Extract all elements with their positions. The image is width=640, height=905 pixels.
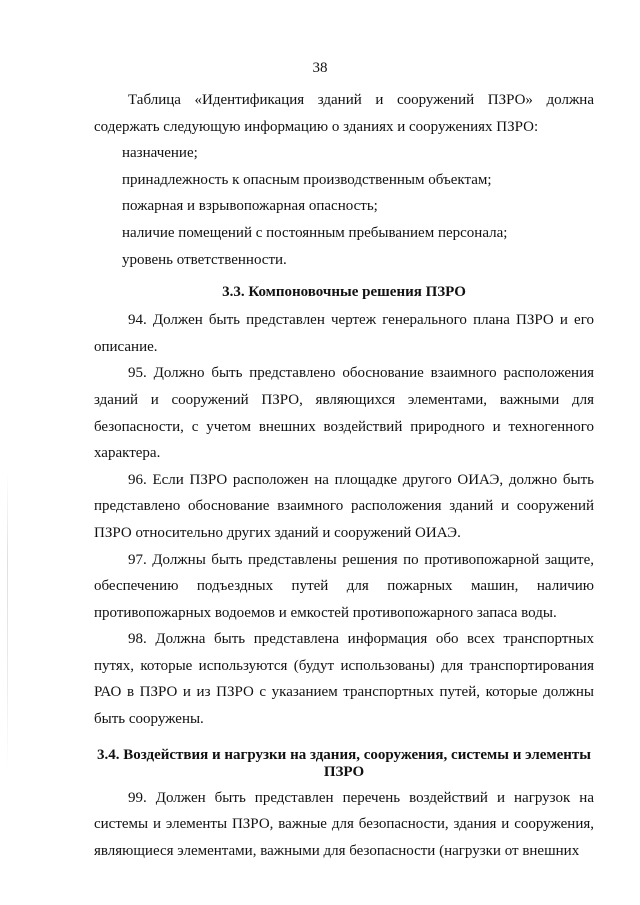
list-item: наличие помещений с постоянным пребыванием персонала; (122, 224, 508, 241)
paragraph-95: 95. Должно быть представлено обоснование взаимного расположения зданий и сооружений ПЗРО, являющихся элементами, важными для безопасности, с учетом внешних воздействий природного и техногенного характера. (94, 365, 594, 462)
paragraph-96: 96. Если ПЗРО расположен на площадке другого ОИАЭ, должно быть представлено обоснование взаимного расположения зданий и сооружений ПЗРО относительно других зданий и сооружений ОИАЭ. (94, 471, 594, 541)
paragraph-98: 98. Должна быть представлена информация обо всех транспортных путях, которые используются (будут использованы) для транспортирования РАО в ПЗРО и из ПЗРО с указанием транспортных путей, которые должны быть сооружены. (94, 631, 594, 728)
list-item: уровень ответственности. (122, 251, 287, 268)
section-heading-3-3: 3.3. Компоновочные решения ПЗРО (222, 284, 466, 301)
paragraph-97: 97. Должны быть представлены решения по противопожарной защите, обеспечению подъездных путей для пожарных машин, наличию противопожарных водоемов и емкостей противопожарного запаса воды. (94, 551, 594, 621)
list-item: пожарная и взрывопожарная опасность; (122, 198, 378, 215)
scan-edge-artifact (7, 470, 8, 770)
paragraph-94: 94. Должен быть представлен чертеж генерального плана ПЗРО и его описание. (94, 312, 594, 355)
paragraph-99: 99. Должен быть представлен перечень воздействий и нагрузок на системы и элементы ПЗРО, важные для безопасности, здания и сооружения, являющиеся элементами, важными для безопасности (нагрузки от внешних (94, 789, 594, 859)
paragraph-table-identification: Таблица «Идентификация зданий и сооружений ПЗРО» должна содержать следующую информацию о зданиях и сооружениях ПЗРО: (94, 92, 594, 135)
section-heading-3-4: 3.4. Воздействия и нагрузки на здания, сооружения, системы и элементы ПЗРО (96, 746, 591, 780)
page-number: 38 (312, 60, 328, 76)
list-item: назначение; (122, 145, 198, 162)
document-body (94, 87, 594, 864)
list-item: принадлежность к опасным производственным объектам; (122, 171, 492, 188)
